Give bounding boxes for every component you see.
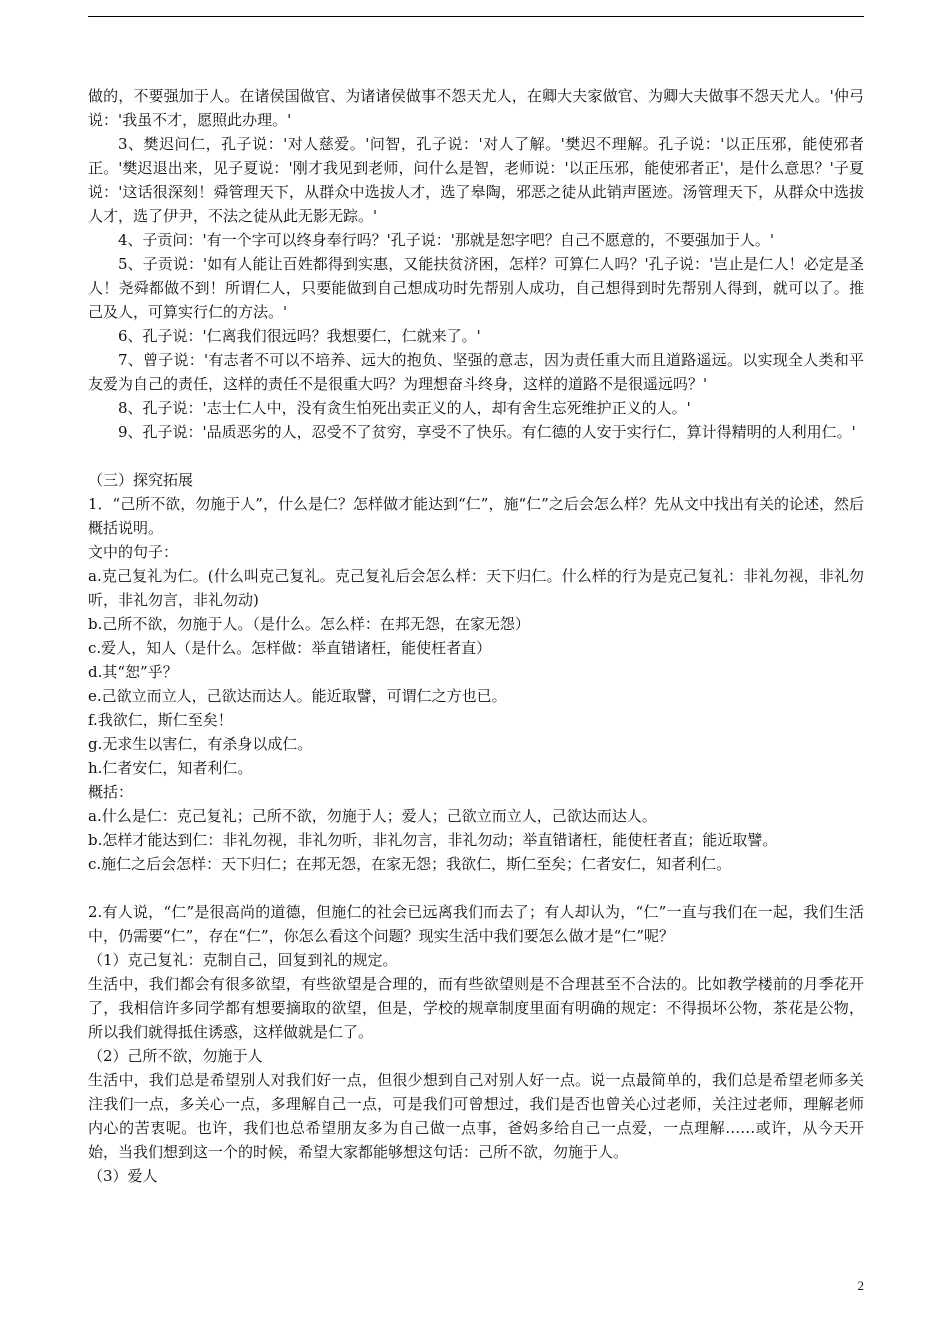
translation-item-6: 6、孔子说：'仁离我们很远吗？我想要仁，仁就来了。' bbox=[118, 327, 481, 345]
sentence-b: b.己所不欲，勿施于人。（是什么。怎么样：在邦无怨，在家无怨） bbox=[88, 615, 530, 633]
part-1-body: 生活中，我们都会有很多欲望，有些欲望是合理的，而有些欲望则是不合理甚至不合法的。比如教学楼前的月季花开了，我相信许多同学都有想要摘取的欲望，但是，学校的规章制度里面有明确的规定：不得损坏公物，茶花是公物，所以我们就得抵住诱惑，这样做就是仁了。 bbox=[88, 975, 864, 1041]
translation-item-7: 7、曾子说：'有志者不可以不培养、远大的抱负、坚强的意志，因为责任重大而且道路遥远。以实现全人类和平友爱为自己的责任，这样的责任不是很重大吗？为理想奋斗终身，这样的道路不是很遥远吗？' bbox=[88, 351, 864, 393]
part-3-heading: （3）爱人 bbox=[88, 1167, 158, 1185]
sentences-label: 文中的句子： bbox=[88, 543, 179, 561]
part-1-heading: （1）克己复礼：克制自己，回复到礼的规定。 bbox=[88, 951, 398, 969]
question-1-prompt: 1．“己所不欲，勿施于人”，什么是仁？怎样做才能达到“仁”，施“仁”之后会怎么样？先从文中找出有关的论述，然后概括说明。 bbox=[88, 495, 864, 537]
translation-item-8: 8、孔子说：'志士仁人中，没有贪生怕死出卖正义的人，却有舍生忘死维护正义的人。' bbox=[118, 399, 691, 417]
sentence-g: g.无求生以害仁，有杀身以成仁。 bbox=[88, 735, 313, 753]
question-2-prompt: 2.有人说，“仁”是很高尚的道德，但施仁的社会已远离我们而去了；有人却认为，“仁”一直与我们在一起，我们生活中，仍需要“仁”，存在“仁”，你怎么看这个问题？现实生活中我们要怎么做才是“仁”呢？ bbox=[88, 903, 864, 945]
translation-item-5: 5、子贡说：'如有人能让百姓都得到实惠，又能扶贫济困，怎样？可算仁人吗？'孔子说：'岂止是仁人！必定是圣人！尧舜都做不到！所谓仁人，只要能做到自己想成功时先帮别人成功，自己想得到时先帮别人得到，就可以了。推己及人，可算实行仁的方法。' bbox=[88, 255, 864, 321]
section-title: （三）探究拓展 bbox=[88, 471, 194, 489]
sentence-h: h.仁者安仁，知者利仁。 bbox=[88, 759, 253, 777]
sentence-a: a.克己复礼为仁。(什么叫克己复礼。克己复礼后会怎么样：天下归仁。什么样的行为是克己复礼：非礼勿视，非礼勿听，非礼勿言，非礼勿动) bbox=[88, 567, 864, 609]
translation-item-4: 4、子贡问：'有一个字可以终身奉行吗？'孔子说：'那就是恕字吧？自己不愿意的，不要强加于人。' bbox=[118, 231, 775, 249]
header-rule bbox=[88, 16, 864, 17]
page-number: 2 bbox=[857, 1278, 864, 1293]
part-2-body: 生活中，我们总是希望别人对我们好一点，但很少想到自己对别人好一点。说一点最简单的，我们总是希望老师多关注我们一点，多关心一点，多理解自己一点，可是我们可曾想过，我们是否也曾关心过老师，关注过老师，理解老师内心的苦衷呢。也许，我们也总希望朋友多为自己做一点事，爸妈多给自己一点爱，一点理解……或许，从今天开始，当我们想到这一个的时候，希望大家都能够想这句话：己所不欲，勿施于人。 bbox=[88, 1071, 864, 1161]
sentence-e: e.己欲立而立人，己欲达而达人。能近取譬，可谓仁之方也已。 bbox=[88, 687, 507, 705]
document-body bbox=[88, 84, 864, 1188]
summary-label: 概括： bbox=[88, 783, 134, 801]
spacer bbox=[88, 444, 864, 468]
translation-item-9: 9、孔子说：'品质恶劣的人，忍受不了贫穷，享受不了快乐。有仁德的人安于实行仁，算计得精明的人利用仁。' bbox=[118, 423, 856, 441]
summary-a: a.什么是仁：克己复礼；己所不欲，勿施于人；爱人；己欲立而立人，己欲达而达人。 bbox=[88, 807, 657, 825]
sentence-f: f.我欲仁，斯仁至矣！ bbox=[88, 711, 233, 729]
translation-continuation: 做的，不要强加于人。在诸侯国做官、为诸诸侯做事不怨天尤人，在卿大夫家做官、为卿大夫做事不怨天尤人。'仲弓说：'我虽不才，愿照此办理。' bbox=[88, 87, 864, 129]
spacer bbox=[88, 876, 864, 900]
translation-item-3: 3、樊迟问仁，孔子说：'对人慈爱。'问智，孔子说：'对人了解。'樊迟不理解。孔子说：'以正压邪，能使邪者正。'樊迟退出来，见子夏说：'刚才我见到老师，问什么是智，老师说：'以正压邪，能使邪者正'，是什么意思？'子夏说：'这话很深刻！舜管理天下，从群众中选拔人才，选了皋陶，邪恶之徒从此销声匿迹。汤管理天下，从群众中选拔人才，选了伊尹，不法之徒从此无影无踪。' bbox=[88, 135, 864, 225]
summary-c: c.施仁之后会怎样：天下归仁；在邦无怨，在家无怨；我欲仁，斯仁至矣；仁者安仁，知者利仁。 bbox=[88, 855, 732, 873]
part-2-heading: （2）己所不欲，勿施于人 bbox=[88, 1047, 263, 1065]
sentence-d: d.其“恕”乎？ bbox=[88, 663, 178, 681]
sentence-c: c.爱人，知人（是什么。怎样做：举直错诸枉，能使枉者直） bbox=[88, 639, 492, 657]
summary-b: b.怎样才能达到仁：非礼勿视，非礼勿听，非礼勿言，非礼勿动；举直错诸枉，能使枉者直；能近取譬。 bbox=[88, 831, 778, 849]
